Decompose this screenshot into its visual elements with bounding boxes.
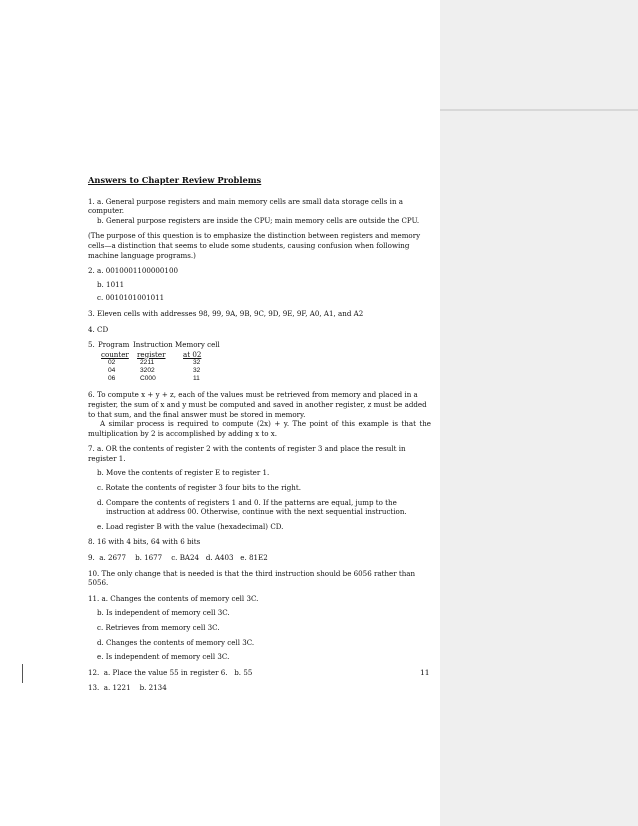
cell-register: 2211 [140,359,155,367]
answer-10: 10. The only change that is needed is that the third instruction should be 6056 rather than 5056. [88,568,416,588]
page-number: 11 [420,668,430,677]
answer-12: 12. a. Place the value 55 in register 6. b. 55 [88,667,253,677]
answer-11e: e. Is independent of memory cell 3C. [97,652,230,662]
header-instruction: Instruction [133,340,173,350]
cell-counter: 06 [108,375,116,383]
cell-counter: 02 [108,359,116,367]
answer-11d: d. Changes the contents of memory cell 3C. [97,637,255,647]
table-row [88,359,431,367]
table-row [88,375,431,383]
cell-memory: 32 [193,359,201,367]
table-row [88,367,431,375]
header-register: register [137,349,166,359]
answer-8: 8. 16 with 4 bits, 64 with 6 bits [88,537,201,547]
cell-register: C000 [140,375,156,383]
cell-register: 3202 [140,367,155,375]
answer-1-note: (The purpose of this question is to emphasize the distinction between registers and memory cells—a distinction that seems to elude some students, causing confusion when following machine language programs.) [88,231,421,260]
sidebar-divider [440,109,638,111]
answer-7a: 7. a. OR the contents of register 2 with the contents of register 3 and place the result in register 1. [88,444,406,463]
table-header-row [88,340,431,350]
answer-7e: e. Load register B with the value (hexadecimal) CD. [97,521,284,531]
section-title: Answers to Chapter Review Problems [88,175,262,185]
answer-6a: 6. To compute x + y + z, each of the values must be retrieved from memory and placed in a register, the sum of x and y must be computed and saved in another register, z must be added to that sum, and the final answer must be stored in memory. [88,390,427,419]
answer-6b: A similar process is required to compute (2x) + y. The point of this example is that the multiplication by 2 is accomplished by adding x to x. [88,419,431,438]
answer-11 [88,594,431,662]
cell-counter: 04 [108,367,116,375]
change-bar [22,664,23,683]
answer-1b: b. General purpose registers are inside the CPU; main memory cells are outside the CPU. [97,215,420,225]
answer-4: 4. CD [88,324,109,334]
answer-1a: 1. a. General purpose registers and main memory cells are small data storage cells in a computer. [88,196,404,216]
answer-13: 13. a. 1221 b. 2134 [88,683,167,693]
header-counter: counter [101,349,129,359]
answer-2b: b. 1011 [97,279,125,289]
answer-2a: 2. a. 0010001100000100 [88,266,178,276]
header-at-02: at 02 [183,349,202,359]
answer-11a: 11. a. Changes the contents of memory cell 3C. [88,593,259,603]
cell-memory: 32 [193,367,201,375]
answer-6 [88,390,431,438]
answer-1 [88,197,431,226]
answer-5-prefix: 5. [88,340,95,350]
answer-11c: c. Retrieves from memory cell 3C. [97,623,220,632]
answer-2 [88,266,431,303]
answer-7b: b. Move the contents of register E to register 1. [97,468,270,478]
header-memory-cell: Memory cell [175,340,220,350]
answer-2c: c. 0010101001011 [97,293,165,303]
answer-11b: b. Is independent of memory cell 3C. [97,608,230,618]
cell-memory: 11 [193,375,200,383]
answer-7c: c. Rotate the contents of register 3 four bits to the right. [97,483,301,493]
table-header-row-2 [88,350,431,360]
answer-7d: d. Compare the contents of registers 1 and 0. If the patterns are equal, jump to the instruction at address 00. Otherwise, continue with the next sequential instruction. [97,497,407,517]
answer-3: 3. Eleven cells with addresses 98, 99, 9A, 9B, 9C, 9D, 9E, 9F, A0, A1, and A2 [88,308,364,318]
comments-sidebar [440,0,638,826]
header-program: Program [98,340,130,350]
answer-7 [88,444,431,531]
answers-content [88,176,431,699]
answer-5-table [88,340,431,383]
answer-9: 9. a. 2677 b. 1677 c. BA24 d. A403 e. 81E2 [88,553,268,563]
